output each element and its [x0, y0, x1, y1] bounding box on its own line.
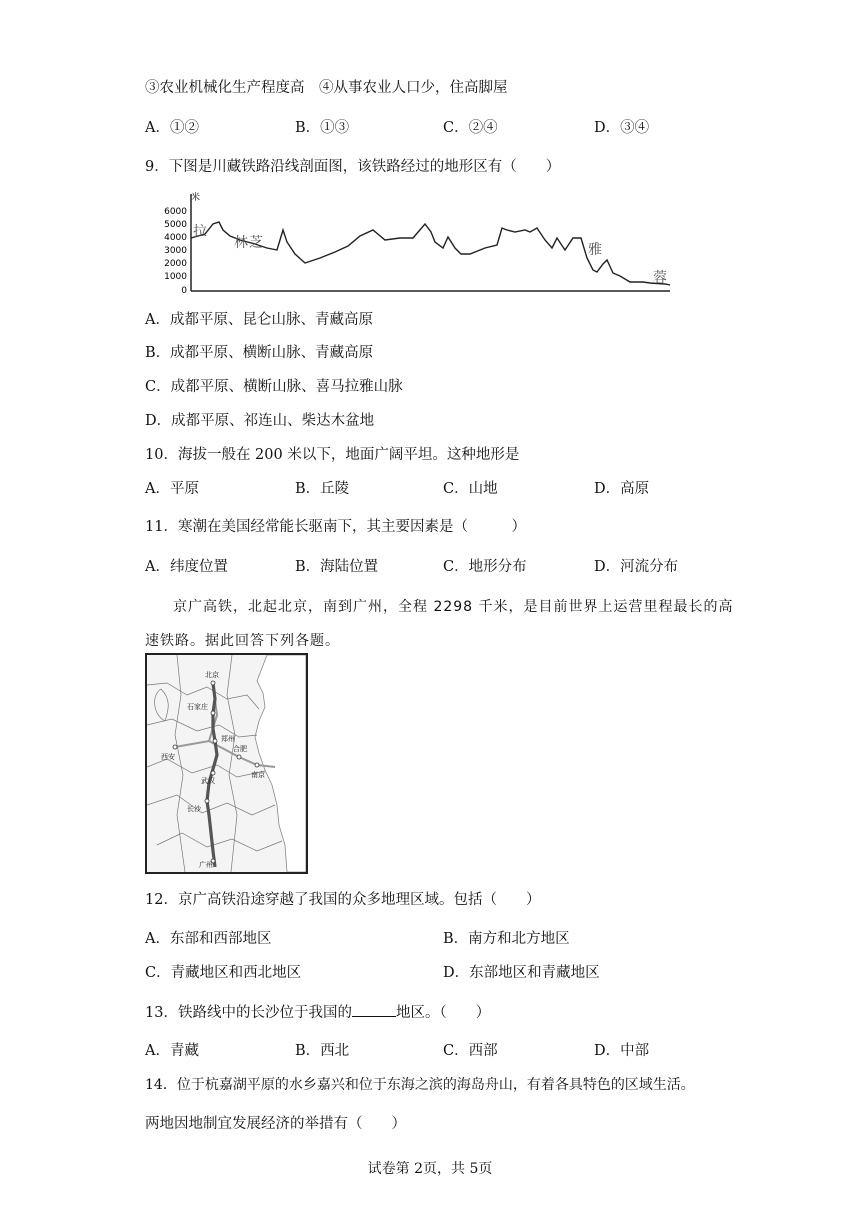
city-dot-wuhan	[211, 771, 215, 775]
province-border	[155, 689, 169, 721]
province-border	[147, 719, 257, 737]
q12-option-d[interactable]: D．东部地区和青藏地区	[443, 965, 600, 981]
city-label-nanjing: 南京	[251, 771, 265, 779]
q8-option-a[interactable]: A．①②	[145, 120, 199, 136]
sea-area	[255, 655, 306, 872]
city-dot-beijing	[211, 681, 215, 685]
q13-stem	[145, 1002, 490, 1023]
profile-tick: 5000	[164, 220, 187, 230]
city-dot-hefei	[237, 755, 241, 759]
profile-tick: 6000	[164, 207, 187, 217]
q13-stem-after-blank: 地区。（ ）	[395, 1005, 491, 1021]
q10-option-a[interactable]: A．平原	[145, 481, 199, 497]
q10-option-c[interactable]: C．山地	[443, 481, 498, 497]
city-label-zhengzhou: 郑州	[221, 735, 235, 743]
city-dot-nanjing	[255, 763, 259, 767]
q9-option-c[interactable]: C．成都平原、横断山脉、喜马拉雅山脉	[145, 379, 403, 395]
city-label-shijiazhuang: 石家庄	[187, 703, 208, 711]
q8-option-d[interactable]: D．③④	[594, 120, 650, 136]
province-border	[147, 795, 275, 815]
q13-option-a[interactable]: A．青藏	[145, 1043, 199, 1059]
q9-stem: 9．下图是川藏铁路沿线剖面图，该铁路经过的地形区有（ ）	[145, 159, 561, 175]
city-label-wuhan: 武汉	[201, 777, 215, 785]
q11-option-b[interactable]: B．海陆位置	[295, 559, 379, 575]
q8-statement-line: ③农业机械化生产程度高 ④从事农业人口少，住高脚屋	[145, 80, 508, 96]
city-label-beijing: 北京	[205, 671, 219, 679]
province-border	[157, 833, 282, 851]
q12-option-a[interactable]: A．东部和西部地区	[145, 931, 272, 947]
q13-option-c[interactable]: C．西部	[443, 1043, 498, 1059]
q12-stem: 12．京广高铁沿途穿越了我国的众多地理区域。包括（ ）	[145, 892, 541, 908]
profile-tick: 1000	[164, 272, 187, 282]
city-dot-zhengzhou	[213, 739, 217, 743]
q8-option-b[interactable]: B．①③	[295, 120, 350, 136]
q10-option-d[interactable]: D．高原	[594, 481, 650, 497]
profile-unit-label: 米	[191, 193, 201, 203]
q13-option-d[interactable]: D．中部	[594, 1043, 650, 1059]
profile-tick: 0	[181, 286, 187, 296]
jingguang-railway-map	[145, 653, 308, 874]
province-border	[227, 655, 237, 872]
q12-option-c[interactable]: C．青藏地区和西北地区	[145, 965, 302, 981]
q13-option-b[interactable]: B．西北	[295, 1043, 350, 1059]
page-footer: 试卷第 2页，共 5页	[367, 1161, 493, 1177]
profile-label-yaan: 雅	[588, 242, 602, 258]
q10-stem: 10．海拔一般在 200 米以下，地面广阔平坦。这种地形是	[145, 447, 520, 463]
q9-option-a[interactable]: A．成都平原、昆仑山脉、青藏高原	[145, 312, 373, 328]
q11-option-c[interactable]: C．地形分布	[443, 559, 527, 575]
profile-label-linzhi-2: 芝	[249, 235, 263, 251]
q13-answer-blank[interactable]	[352, 1002, 396, 1017]
q11-stem: 11．寒潮在美国经常能长驱南下，其主要因素是（ ）	[145, 519, 526, 535]
profile-label-linzhi-1: 林	[234, 235, 248, 251]
q11-option-a[interactable]: A．纬度位置	[145, 559, 228, 575]
railway-profile-chart	[145, 190, 675, 300]
q9-option-b[interactable]: B．成都平原、横断山脉、青藏高原	[145, 345, 374, 361]
profile-tick: 4000	[164, 233, 187, 243]
city-dot-shijiazhuang	[211, 711, 215, 715]
city-label-guangzhou: 广州	[199, 861, 213, 869]
q12-option-b[interactable]: B．南方和北方地区	[443, 931, 570, 947]
q13-stem-before-blank: 13．铁路线中的长沙位于我国的	[145, 1005, 352, 1021]
q9-option-d[interactable]: D．成都平原、祁连山、柴达木盆地	[145, 413, 375, 429]
city-dot-changsha	[205, 799, 209, 803]
q10-option-b[interactable]: B．丘陵	[295, 481, 350, 497]
city-label-changsha: 长沙	[187, 805, 201, 813]
q14-stem-line2: 两地因地制宜发展经济的举措有（ ）	[145, 1116, 406, 1132]
city-label-hefei: 合肥	[233, 745, 247, 753]
city-label-xian: 西安	[161, 753, 175, 761]
province-border	[175, 655, 185, 872]
q14-stem-line1: 14．位于杭嘉湖平原的水乡嘉兴和位于东海之滨的海岛舟山，有着各具特色的区域生活。	[145, 1077, 695, 1093]
profile-tick: 3000	[164, 246, 187, 256]
profile-label-chengdu: 蓉	[653, 270, 667, 286]
q11-option-d[interactable]: D．河流分布	[594, 559, 679, 575]
reading-passage: 京广高铁，北起北京，南到广州，全程 2298 千米，是目前世界上运营里程最长的高速铁路。据此回答下列各题。	[145, 599, 734, 649]
profile-tick: 2000	[164, 259, 187, 269]
profile-label-lhasa: 拉	[193, 224, 207, 240]
city-dot-xian	[173, 745, 177, 749]
q8-option-c[interactable]: C．②④	[443, 120, 498, 136]
